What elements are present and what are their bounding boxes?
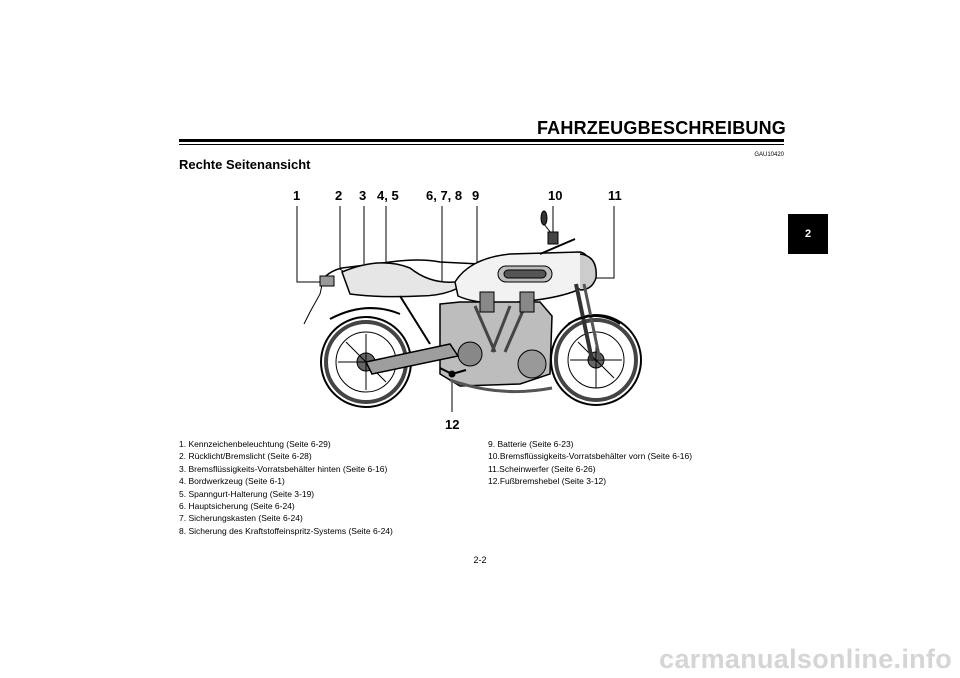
- header-rule: [179, 139, 784, 142]
- list-item: 4. Bordwerkzeug (Seite 6-1): [179, 476, 285, 487]
- list-item: 5. Spanngurt-Halterung (Seite 3-19): [179, 488, 315, 499]
- callout-3: 3: [359, 188, 367, 203]
- callout-10: 10: [548, 188, 563, 203]
- chapter-tab: 2: [788, 214, 828, 254]
- list-item: 12.Fußbremshebel (Seite 3-12): [488, 476, 607, 487]
- page-number: 2-2: [473, 555, 487, 565]
- list-item: 2. Rücklicht/Bremslicht (Seite 6-28): [179, 451, 312, 462]
- parts-list-right: [488, 438, 692, 488]
- motorcycle-diagram: [280, 184, 660, 434]
- parts-list-left: [179, 438, 393, 537]
- list-item: 11.Scheinwerfer (Seite 6-26): [488, 463, 596, 474]
- callout-4-5: 4, 5: [377, 188, 399, 203]
- list-item: 8. Sicherung des Kraftstoffeinspritz-Systems (Seite 6-24): [179, 525, 393, 536]
- callout-2: 2: [335, 188, 343, 203]
- list-item: 10.Bremsflüssigkeits-Vorratsbehälter vorn (Seite 6-16): [488, 451, 693, 462]
- document-code: GAU10420: [754, 152, 784, 158]
- callout-1: 1: [293, 188, 301, 203]
- header-rule-thin: [179, 144, 784, 145]
- list-item: 9. Batterie (Seite 6-23): [488, 439, 574, 449]
- motorcycle-illustration: [280, 184, 660, 434]
- list-item: 7. Sicherungskasten (Seite 6-24): [179, 513, 303, 524]
- page-header-title: FAHRZEUGBESCHREIBUNG: [536, 118, 786, 138]
- callout-9: 9: [472, 188, 480, 203]
- list-item: 1. Kennzeichenbeleuchtung (Seite 6-29): [179, 439, 331, 449]
- callout-12: 12: [445, 417, 460, 432]
- list-item: 3. Bremsflüssigkeits-Vorratsbehälter hinten (Seite 6-16): [179, 463, 388, 474]
- list-item: 6. Hauptsicherung (Seite 6-24): [179, 501, 295, 512]
- callout-11: 11: [608, 188, 622, 203]
- section-title: Rechte Seitenansicht: [179, 157, 311, 172]
- callout-6-7-8: 6, 7, 8: [426, 188, 463, 203]
- watermark-link[interactable]: carmanualsonline.info: [659, 644, 952, 674]
